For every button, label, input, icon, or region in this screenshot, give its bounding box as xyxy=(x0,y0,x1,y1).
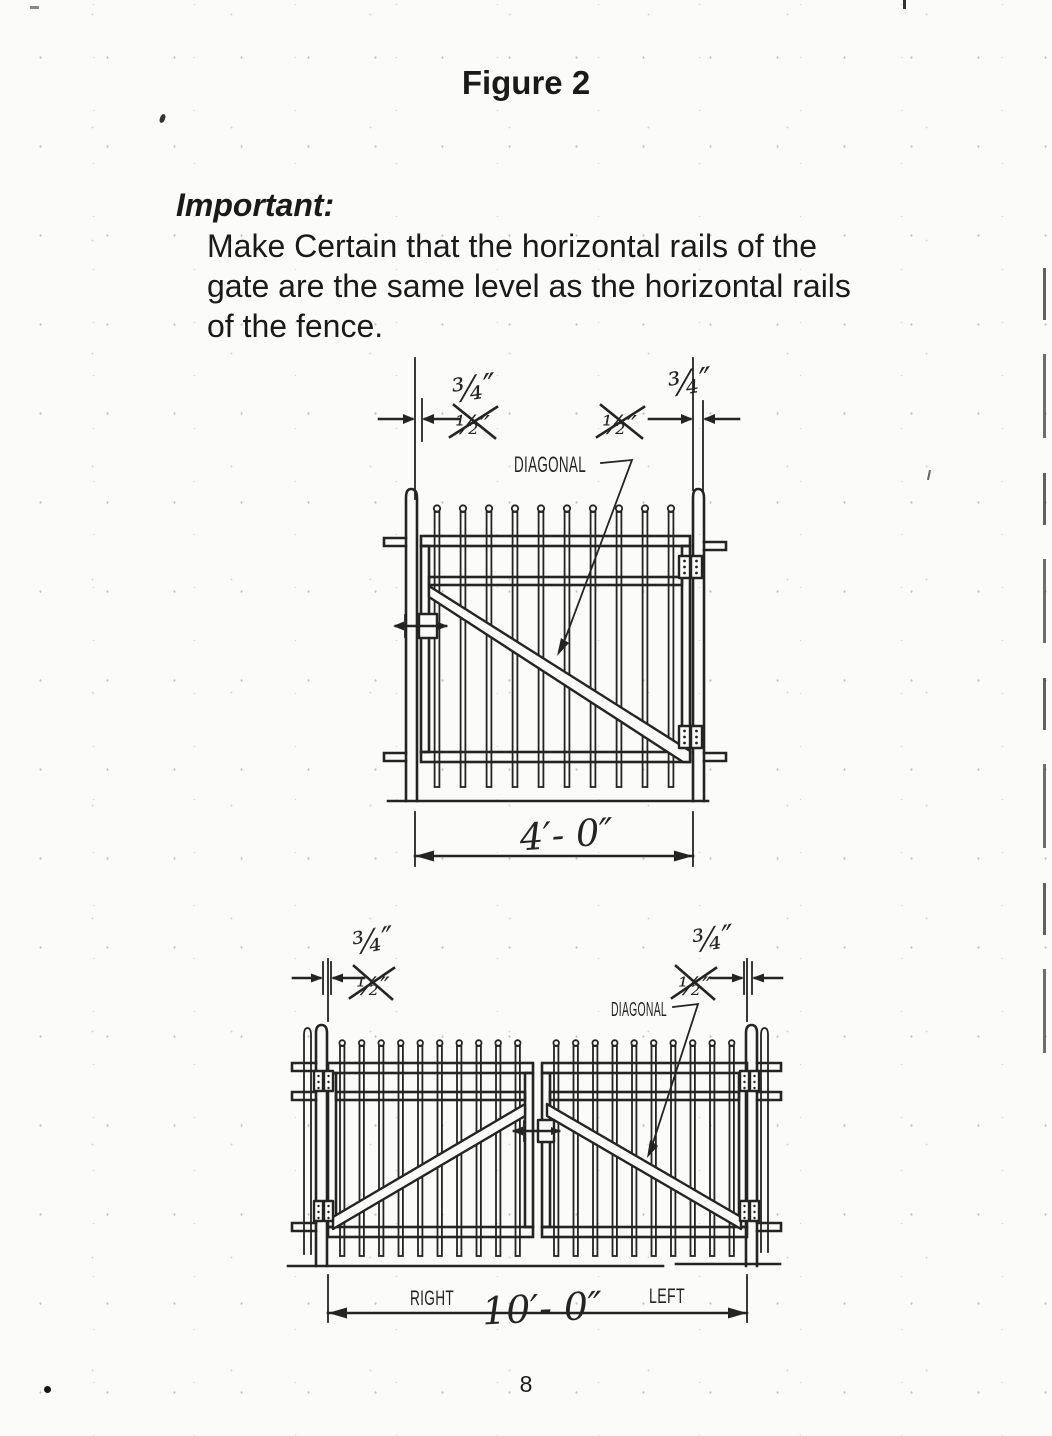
ground-line xyxy=(288,1264,780,1266)
gap-annotation-right xyxy=(597,358,739,490)
scan-artifact-tick xyxy=(30,6,39,9)
scan-artifact-mark xyxy=(158,113,166,123)
gap-annotation-left xyxy=(293,920,397,1021)
hinge xyxy=(314,1201,333,1221)
diagonal-brace-left-leaf xyxy=(547,1104,741,1229)
hinge xyxy=(679,556,702,578)
width-dimension xyxy=(328,1275,747,1333)
gap-dimension-label-left: ¾″ xyxy=(449,365,500,411)
fence-post-left xyxy=(384,489,417,801)
hinge xyxy=(314,1071,333,1091)
picket xyxy=(616,505,622,787)
diagonal-brace xyxy=(429,586,690,762)
diagonal-label: DIAGONAL xyxy=(611,999,667,1021)
svg-text:½″: ½″ xyxy=(678,972,712,1001)
picket xyxy=(434,505,440,787)
leaf-label-left: LEFT xyxy=(649,1285,685,1308)
page-number: 8 xyxy=(519,1371,533,1397)
pickets xyxy=(434,505,674,787)
svg-text:½″: ½″ xyxy=(602,411,637,441)
gap-dimension-label-right: ¾″ xyxy=(665,359,716,405)
fence-post-right xyxy=(693,489,726,801)
gap-dimension-label-right: ¾″ xyxy=(690,918,737,961)
picket xyxy=(642,505,648,787)
page-title: Figure 2 xyxy=(461,64,591,101)
gap-annotation-left xyxy=(379,358,500,499)
width-dimension-label: 10′- 0″ xyxy=(480,1283,604,1334)
notice-line: Make Certain that the horizontal rails of the xyxy=(207,228,818,264)
gap-dimension-label-left: ¾″ xyxy=(349,919,398,963)
notice-line: gate are the same level as the horizontal rails xyxy=(207,268,851,304)
crossed-out-mark-left xyxy=(350,966,394,1001)
diagonal-callout xyxy=(514,452,632,656)
picket xyxy=(460,505,466,787)
notice-text xyxy=(207,226,851,346)
crossed-out-mark-left xyxy=(450,405,497,441)
hinge xyxy=(740,1071,759,1091)
important-heading: Important: xyxy=(176,187,335,223)
svg-text:½″: ½″ xyxy=(356,972,390,1001)
single-gate-drawing xyxy=(370,352,775,877)
picket xyxy=(564,505,570,787)
width-dimension-label: 4′- 0″ xyxy=(518,809,615,860)
crossed-out-mark-right xyxy=(597,405,644,441)
width-dimension xyxy=(415,810,693,866)
scan-artifact-mark xyxy=(927,470,931,480)
double-gate-drawing xyxy=(285,900,785,1335)
notice-line: of the fence. xyxy=(207,308,384,344)
fence-post-left xyxy=(292,1025,327,1266)
picket xyxy=(538,505,544,787)
pickets xyxy=(339,1040,734,1256)
picket xyxy=(590,505,596,787)
diagonal-callout xyxy=(611,999,698,1158)
hinge xyxy=(679,726,702,748)
crossed-out-mark-right xyxy=(672,966,716,1001)
fence-post-right xyxy=(746,1025,781,1266)
leaf-label-right: RIGHT xyxy=(410,1287,454,1310)
diagonal-label: DIAGONAL xyxy=(514,452,586,477)
scan-artifact-tick xyxy=(903,0,906,9)
svg-text:½″: ½″ xyxy=(455,411,490,441)
scan-artifact-line xyxy=(1043,268,1046,1068)
hinge xyxy=(740,1201,759,1221)
picket xyxy=(486,505,492,787)
